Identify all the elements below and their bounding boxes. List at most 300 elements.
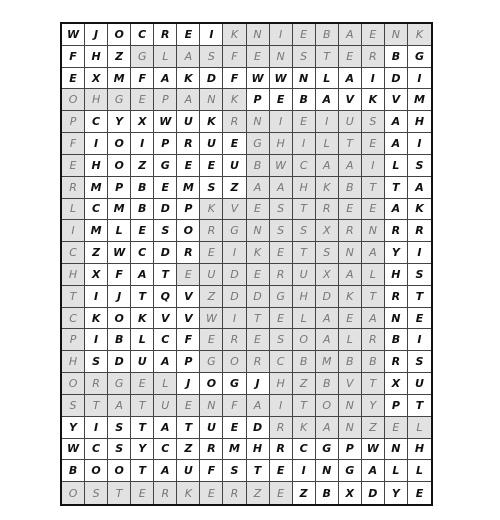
- grid-cell[interactable]: S: [408, 155, 431, 177]
- grid-cell[interactable]: J: [247, 373, 270, 395]
- grid-cell[interactable]: D: [154, 242, 177, 264]
- grid-cell[interactable]: T: [408, 286, 431, 308]
- grid-cell[interactable]: A: [385, 199, 408, 221]
- grid-cell[interactable]: I: [408, 242, 431, 264]
- grid-cell[interactable]: Z: [293, 373, 316, 395]
- grid-cell[interactable]: B: [339, 177, 362, 199]
- grid-cell[interactable]: Y: [131, 439, 154, 461]
- grid-cell[interactable]: G: [108, 373, 131, 395]
- grid-cell[interactable]: S: [108, 439, 131, 461]
- grid-cell[interactable]: A: [408, 177, 431, 199]
- grid-cell[interactable]: I: [270, 395, 293, 417]
- grid-cell[interactable]: K: [200, 111, 223, 133]
- grid-cell[interactable]: E: [270, 89, 293, 111]
- grid-cell[interactable]: I: [270, 24, 293, 46]
- grid-cell[interactable]: P: [62, 329, 85, 351]
- grid-cell[interactable]: P: [154, 133, 177, 155]
- grid-cell[interactable]: E: [131, 89, 154, 111]
- grid-cell[interactable]: A: [177, 46, 200, 68]
- grid-cell[interactable]: T: [362, 373, 385, 395]
- grid-cell[interactable]: R: [177, 133, 200, 155]
- grid-cell[interactable]: Y: [108, 111, 131, 133]
- grid-cell[interactable]: R: [223, 329, 246, 351]
- grid-cell[interactable]: S: [200, 46, 223, 68]
- grid-cell[interactable]: Z: [293, 482, 316, 504]
- grid-cell[interactable]: Z: [247, 482, 270, 504]
- grid-cell[interactable]: E: [362, 24, 385, 46]
- grid-cell[interactable]: W: [62, 24, 85, 46]
- grid-cell[interactable]: N: [362, 220, 385, 242]
- grid-cell[interactable]: Z: [177, 439, 200, 461]
- grid-cell[interactable]: U: [200, 417, 223, 439]
- grid-cell[interactable]: I: [85, 133, 108, 155]
- grid-cell[interactable]: T: [293, 199, 316, 221]
- grid-cell[interactable]: I: [85, 286, 108, 308]
- grid-cell[interactable]: J: [108, 286, 131, 308]
- grid-cell[interactable]: A: [339, 264, 362, 286]
- grid-cell[interactable]: S: [408, 264, 431, 286]
- grid-cell[interactable]: A: [108, 395, 131, 417]
- grid-cell[interactable]: U: [131, 351, 154, 373]
- grid-cell[interactable]: M: [177, 177, 200, 199]
- grid-cell[interactable]: R: [223, 111, 246, 133]
- grid-cell[interactable]: C: [154, 329, 177, 351]
- grid-cell[interactable]: O: [108, 133, 131, 155]
- grid-cell[interactable]: B: [316, 482, 339, 504]
- grid-cell[interactable]: P: [62, 111, 85, 133]
- grid-cell[interactable]: B: [293, 89, 316, 111]
- grid-cell[interactable]: C: [62, 242, 85, 264]
- grid-cell[interactable]: O: [316, 395, 339, 417]
- grid-cell[interactable]: H: [270, 373, 293, 395]
- grid-cell[interactable]: K: [293, 417, 316, 439]
- grid-cell[interactable]: E: [177, 155, 200, 177]
- grid-cell[interactable]: F: [108, 264, 131, 286]
- grid-cell[interactable]: T: [293, 395, 316, 417]
- grid-cell[interactable]: I: [131, 133, 154, 155]
- grid-cell[interactable]: F: [200, 460, 223, 482]
- grid-cell[interactable]: E: [270, 482, 293, 504]
- grid-cell[interactable]: N: [385, 24, 408, 46]
- grid-cell[interactable]: G: [223, 373, 246, 395]
- grid-cell[interactable]: A: [362, 308, 385, 330]
- grid-cell[interactable]: G: [270, 286, 293, 308]
- grid-cell[interactable]: R: [316, 199, 339, 221]
- grid-cell[interactable]: X: [85, 68, 108, 90]
- grid-cell[interactable]: H: [385, 264, 408, 286]
- grid-cell[interactable]: S: [293, 46, 316, 68]
- grid-cell[interactable]: A: [316, 308, 339, 330]
- grid-cell[interactable]: F: [62, 133, 85, 155]
- grid-cell[interactable]: N: [385, 308, 408, 330]
- grid-cell[interactable]: S: [293, 220, 316, 242]
- grid-cell[interactable]: W: [108, 242, 131, 264]
- grid-cell[interactable]: T: [385, 177, 408, 199]
- grid-cell[interactable]: W: [154, 111, 177, 133]
- grid-cell[interactable]: D: [154, 199, 177, 221]
- grid-cell[interactable]: G: [408, 46, 431, 68]
- grid-cell[interactable]: Z: [362, 417, 385, 439]
- grid-cell[interactable]: V: [177, 308, 200, 330]
- grid-cell[interactable]: I: [362, 68, 385, 90]
- grid-cell[interactable]: I: [200, 24, 223, 46]
- grid-cell[interactable]: K: [85, 308, 108, 330]
- grid-cell[interactable]: W: [270, 68, 293, 90]
- grid-cell[interactable]: G: [131, 46, 154, 68]
- grid-cell[interactable]: F: [223, 68, 246, 90]
- grid-cell[interactable]: G: [108, 89, 131, 111]
- grid-cell[interactable]: V: [339, 89, 362, 111]
- grid-cell[interactable]: K: [223, 24, 246, 46]
- grid-cell[interactable]: R: [339, 220, 362, 242]
- grid-cell[interactable]: X: [316, 264, 339, 286]
- grid-cell[interactable]: I: [85, 417, 108, 439]
- grid-cell[interactable]: E: [339, 199, 362, 221]
- grid-cell[interactable]: T: [131, 417, 154, 439]
- grid-cell[interactable]: X: [131, 111, 154, 133]
- grid-cell[interactable]: L: [385, 460, 408, 482]
- grid-cell[interactable]: A: [247, 177, 270, 199]
- grid-cell[interactable]: X: [385, 373, 408, 395]
- grid-cell[interactable]: M: [316, 351, 339, 373]
- grid-cell[interactable]: E: [385, 417, 408, 439]
- grid-cell[interactable]: C: [85, 439, 108, 461]
- grid-cell[interactable]: E: [200, 482, 223, 504]
- grid-cell[interactable]: B: [108, 329, 131, 351]
- grid-cell[interactable]: G: [316, 439, 339, 461]
- grid-cell[interactable]: O: [62, 89, 85, 111]
- grid-cell[interactable]: O: [108, 155, 131, 177]
- grid-cell[interactable]: J: [177, 373, 200, 395]
- grid-cell[interactable]: N: [247, 24, 270, 46]
- grid-cell[interactable]: E: [177, 395, 200, 417]
- grid-cell[interactable]: R: [270, 417, 293, 439]
- grid-cell[interactable]: W: [247, 68, 270, 90]
- grid-cell[interactable]: S: [270, 220, 293, 242]
- grid-cell[interactable]: T: [85, 395, 108, 417]
- grid-cell[interactable]: E: [131, 373, 154, 395]
- grid-cell[interactable]: L: [316, 133, 339, 155]
- grid-cell[interactable]: U: [200, 133, 223, 155]
- grid-cell[interactable]: G: [200, 351, 223, 373]
- grid-cell[interactable]: D: [362, 482, 385, 504]
- grid-cell[interactable]: E: [177, 24, 200, 46]
- grid-cell[interactable]: O: [293, 329, 316, 351]
- grid-cell[interactable]: R: [223, 482, 246, 504]
- grid-cell[interactable]: B: [247, 155, 270, 177]
- grid-cell[interactable]: B: [385, 329, 408, 351]
- grid-cell[interactable]: T: [362, 177, 385, 199]
- grid-cell[interactable]: B: [293, 351, 316, 373]
- grid-cell[interactable]: W: [270, 155, 293, 177]
- grid-cell[interactable]: S: [362, 111, 385, 133]
- grid-cell[interactable]: O: [223, 351, 246, 373]
- grid-cell[interactable]: Z: [131, 155, 154, 177]
- grid-cell[interactable]: A: [154, 68, 177, 90]
- grid-cell[interactable]: G: [154, 155, 177, 177]
- grid-cell[interactable]: S: [85, 482, 108, 504]
- grid-cell[interactable]: B: [316, 373, 339, 395]
- grid-cell[interactable]: H: [85, 46, 108, 68]
- grid-cell[interactable]: I: [293, 460, 316, 482]
- grid-cell[interactable]: E: [200, 329, 223, 351]
- grid-cell[interactable]: E: [247, 264, 270, 286]
- grid-cell[interactable]: A: [385, 133, 408, 155]
- grid-cell[interactable]: M: [85, 220, 108, 242]
- grid-cell[interactable]: O: [85, 460, 108, 482]
- grid-cell[interactable]: E: [62, 68, 85, 90]
- grid-cell[interactable]: P: [154, 89, 177, 111]
- grid-cell[interactable]: E: [362, 199, 385, 221]
- grid-cell[interactable]: T: [154, 264, 177, 286]
- grid-cell[interactable]: U: [223, 155, 246, 177]
- grid-cell[interactable]: L: [293, 308, 316, 330]
- grid-cell[interactable]: K: [316, 177, 339, 199]
- grid-cell[interactable]: E: [270, 242, 293, 264]
- grid-cell[interactable]: C: [293, 439, 316, 461]
- grid-cell[interactable]: K: [247, 242, 270, 264]
- grid-cell[interactable]: K: [200, 199, 223, 221]
- grid-cell[interactable]: K: [362, 89, 385, 111]
- grid-cell[interactable]: O: [108, 24, 131, 46]
- grid-cell[interactable]: F: [62, 46, 85, 68]
- grid-cell[interactable]: G: [339, 460, 362, 482]
- grid-cell[interactable]: P: [339, 439, 362, 461]
- grid-cell[interactable]: R: [270, 264, 293, 286]
- grid-cell[interactable]: Z: [85, 242, 108, 264]
- grid-cell[interactable]: E: [200, 155, 223, 177]
- grid-cell[interactable]: D: [385, 68, 408, 90]
- grid-cell[interactable]: E: [62, 155, 85, 177]
- grid-cell[interactable]: R: [247, 351, 270, 373]
- grid-cell[interactable]: T: [408, 395, 431, 417]
- grid-cell[interactable]: F: [223, 395, 246, 417]
- grid-cell[interactable]: E: [223, 417, 246, 439]
- grid-cell[interactable]: E: [415, 486, 424, 500]
- grid-cell[interactable]: T: [108, 482, 131, 504]
- grid-cell[interactable]: B: [62, 460, 85, 482]
- grid-cell[interactable]: H: [293, 286, 316, 308]
- grid-cell[interactable]: I: [408, 133, 431, 155]
- grid-cell[interactable]: A: [362, 460, 385, 482]
- grid-cell[interactable]: T: [131, 460, 154, 482]
- grid-cell[interactable]: C: [131, 24, 154, 46]
- grid-cell[interactable]: K: [223, 89, 246, 111]
- grid-cell[interactable]: L: [362, 264, 385, 286]
- grid-cell[interactable]: O: [62, 482, 85, 504]
- grid-cell[interactable]: L: [62, 199, 85, 221]
- grid-cell[interactable]: E: [131, 220, 154, 242]
- grid-cell[interactable]: I: [62, 220, 85, 242]
- grid-cell[interactable]: D: [108, 351, 131, 373]
- grid-cell[interactable]: P: [108, 177, 131, 199]
- grid-cell[interactable]: N: [247, 111, 270, 133]
- grid-cell[interactable]: M: [108, 199, 131, 221]
- grid-cell[interactable]: T: [247, 460, 270, 482]
- grid-cell[interactable]: H: [270, 133, 293, 155]
- grid-cell[interactable]: L: [108, 220, 131, 242]
- grid-cell[interactable]: H: [85, 89, 108, 111]
- grid-cell[interactable]: L: [154, 46, 177, 68]
- grid-cell[interactable]: T: [62, 286, 85, 308]
- grid-cell[interactable]: E: [339, 308, 362, 330]
- grid-cell[interactable]: W: [62, 439, 85, 461]
- grid-cell[interactable]: E: [131, 482, 154, 504]
- grid-cell[interactable]: D: [223, 264, 246, 286]
- grid-cell[interactable]: E: [293, 111, 316, 133]
- grid-cell[interactable]: T: [131, 395, 154, 417]
- grid-cell[interactable]: L: [408, 417, 431, 439]
- grid-cell[interactable]: E: [177, 264, 200, 286]
- grid-cell[interactable]: Y: [385, 242, 408, 264]
- grid-cell[interactable]: Y: [385, 482, 408, 504]
- grid-cell[interactable]: H: [62, 351, 85, 373]
- grid-cell[interactable]: P: [177, 351, 200, 373]
- grid-cell[interactable]: B: [362, 351, 385, 373]
- grid-cell[interactable]: S: [270, 199, 293, 221]
- grid-cell[interactable]: B: [385, 46, 408, 68]
- grid-cell[interactable]: A: [385, 111, 408, 133]
- grid-cell[interactable]: S: [85, 351, 108, 373]
- grid-cell[interactable]: D: [247, 286, 270, 308]
- grid-cell[interactable]: C: [62, 308, 85, 330]
- grid-cell[interactable]: N: [339, 417, 362, 439]
- grid-cell[interactable]: R: [385, 286, 408, 308]
- grid-cell[interactable]: G: [223, 220, 246, 242]
- grid-cell[interactable]: E: [270, 460, 293, 482]
- grid-cell[interactable]: U: [293, 264, 316, 286]
- grid-cell[interactable]: A: [339, 155, 362, 177]
- grid-cell[interactable]: N: [270, 46, 293, 68]
- grid-cell[interactable]: E: [408, 308, 431, 330]
- grid-cell[interactable]: D: [247, 417, 270, 439]
- grid-cell[interactable]: M: [108, 68, 131, 90]
- grid-cell[interactable]: K: [408, 199, 431, 221]
- grid-cell[interactable]: R: [270, 439, 293, 461]
- grid-cell[interactable]: Z: [223, 177, 246, 199]
- grid-cell[interactable]: N: [385, 439, 408, 461]
- grid-cell[interactable]: R: [385, 220, 408, 242]
- grid-cell[interactable]: I: [85, 329, 108, 351]
- grid-cell[interactable]: E: [362, 133, 385, 155]
- grid-cell[interactable]: E: [270, 308, 293, 330]
- grid-cell[interactable]: L: [339, 329, 362, 351]
- grid-cell[interactable]: F: [223, 46, 246, 68]
- grid-cell[interactable]: L: [131, 329, 154, 351]
- grid-cell[interactable]: E: [223, 133, 246, 155]
- grid-cell[interactable]: B: [339, 351, 362, 373]
- grid-cell[interactable]: R: [85, 373, 108, 395]
- grid-cell[interactable]: R: [385, 351, 408, 373]
- grid-cell[interactable]: S: [223, 460, 246, 482]
- grid-cell[interactable]: K: [177, 482, 200, 504]
- grid-cell[interactable]: K: [408, 24, 431, 46]
- grid-cell[interactable]: E: [247, 199, 270, 221]
- grid-cell[interactable]: V: [154, 308, 177, 330]
- grid-cell[interactable]: X: [316, 220, 339, 242]
- grid-cell[interactable]: A: [154, 417, 177, 439]
- grid-cell[interactable]: L: [385, 155, 408, 177]
- grid-cell[interactable]: I: [293, 133, 316, 155]
- grid-cell[interactable]: U: [200, 264, 223, 286]
- grid-cell[interactable]: D: [316, 286, 339, 308]
- grid-cell[interactable]: U: [177, 111, 200, 133]
- grid-cell[interactable]: A: [270, 177, 293, 199]
- grid-cell[interactable]: H: [408, 111, 431, 133]
- grid-cell[interactable]: A: [339, 68, 362, 90]
- grid-cell[interactable]: K: [131, 308, 154, 330]
- grid-cell[interactable]: T: [316, 46, 339, 68]
- grid-cell[interactable]: A: [247, 395, 270, 417]
- grid-cell[interactable]: H: [408, 439, 431, 461]
- grid-cell[interactable]: N: [200, 89, 223, 111]
- grid-cell[interactable]: E: [154, 177, 177, 199]
- grid-cell[interactable]: I: [270, 111, 293, 133]
- grid-cell[interactable]: A: [316, 329, 339, 351]
- grid-cell[interactable]: T: [339, 133, 362, 155]
- grid-cell[interactable]: S: [316, 242, 339, 264]
- grid-cell[interactable]: K: [339, 286, 362, 308]
- grid-cell[interactable]: Z: [108, 46, 131, 68]
- grid-cell[interactable]: F: [131, 68, 154, 90]
- grid-cell[interactable]: L: [154, 373, 177, 395]
- grid-cell[interactable]: C: [131, 242, 154, 264]
- grid-cell[interactable]: T: [247, 308, 270, 330]
- grid-cell[interactable]: W: [200, 308, 223, 330]
- grid-cell[interactable]: M: [85, 177, 108, 199]
- grid-cell[interactable]: O: [62, 373, 85, 395]
- grid-cell[interactable]: U: [408, 373, 431, 395]
- grid-cell[interactable]: X: [339, 482, 362, 504]
- grid-cell[interactable]: O: [200, 373, 223, 395]
- grid-cell[interactable]: N: [339, 242, 362, 264]
- grid-cell[interactable]: T: [131, 286, 154, 308]
- grid-cell[interactable]: J: [85, 24, 108, 46]
- grid-cell[interactable]: I: [408, 68, 431, 90]
- grid-cell[interactable]: B: [131, 199, 154, 221]
- grid-cell[interactable]: C: [293, 155, 316, 177]
- grid-cell[interactable]: U: [177, 460, 200, 482]
- grid-cell[interactable]: B: [131, 177, 154, 199]
- grid-cell[interactable]: N: [247, 220, 270, 242]
- grid-cell[interactable]: T: [293, 242, 316, 264]
- grid-cell[interactable]: X: [85, 264, 108, 286]
- grid-cell[interactable]: I: [223, 308, 246, 330]
- grid-cell[interactable]: H: [85, 155, 108, 177]
- grid-cell[interactable]: V: [339, 373, 362, 395]
- grid-cell[interactable]: R: [200, 220, 223, 242]
- grid-cell[interactable]: P: [385, 395, 408, 417]
- grid-cell[interactable]: P: [247, 89, 270, 111]
- grid-cell[interactable]: R: [62, 177, 85, 199]
- grid-cell[interactable]: A: [177, 89, 200, 111]
- grid-cell[interactable]: U: [339, 111, 362, 133]
- grid-cell[interactable]: O: [108, 460, 131, 482]
- grid-cell[interactable]: N: [200, 395, 223, 417]
- grid-cell[interactable]: R: [362, 46, 385, 68]
- grid-cell[interactable]: P: [177, 199, 200, 221]
- grid-cell[interactable]: R: [154, 482, 177, 504]
- grid-cell[interactable]: V: [177, 286, 200, 308]
- grid-cell[interactable]: N: [293, 68, 316, 90]
- grid-cell[interactable]: B: [316, 24, 339, 46]
- grid-cell[interactable]: Z: [200, 286, 223, 308]
- grid-cell[interactable]: K: [177, 68, 200, 90]
- grid-cell[interactable]: L: [316, 68, 339, 90]
- grid-cell[interactable]: C: [270, 351, 293, 373]
- grid-cell[interactable]: O: [108, 308, 131, 330]
- grid-cell[interactable]: S: [108, 417, 131, 439]
